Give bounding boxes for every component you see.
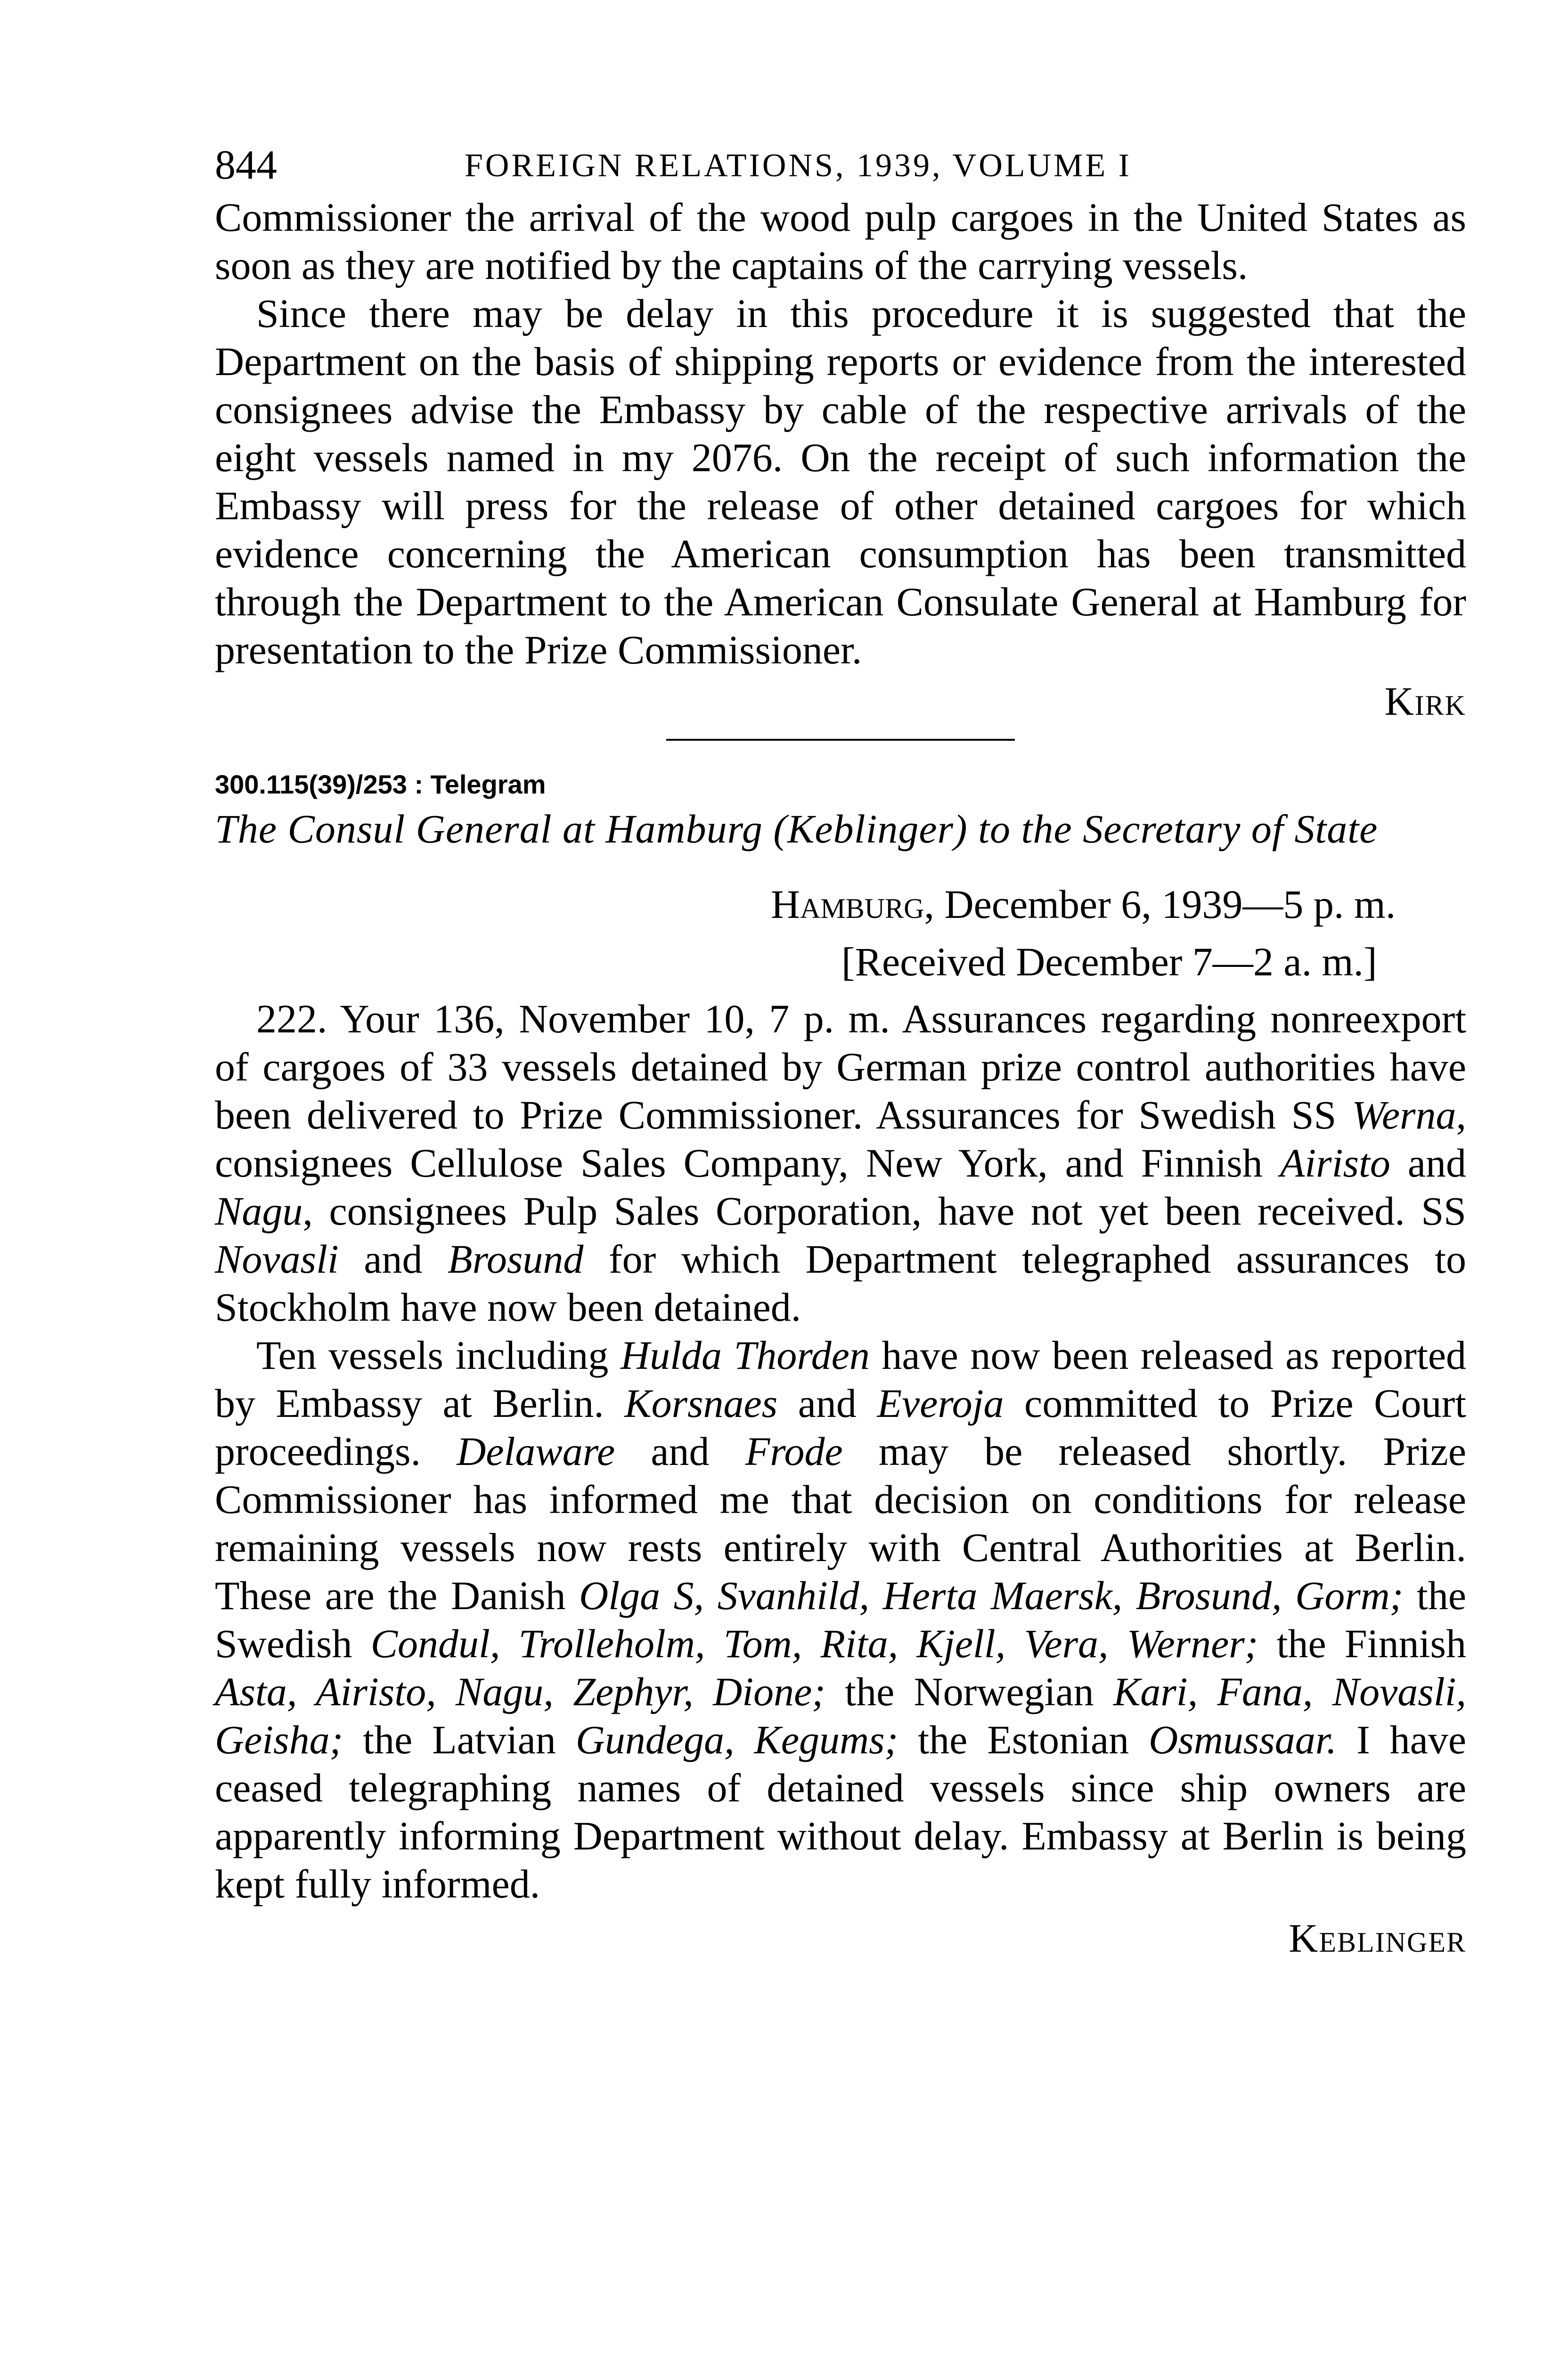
vessel-name: Korsnaes bbox=[624, 1381, 778, 1426]
dateline-place: Hamburg bbox=[771, 882, 924, 927]
text-run: Ten vessels including bbox=[256, 1333, 621, 1378]
vessel-list-estonian: Osmussaar. bbox=[1149, 1717, 1337, 1762]
text-run: have now been released as reported by Embassy at Berlin. bbox=[215, 1333, 1467, 1426]
signature-keblinger: Keblinger bbox=[1289, 1915, 1466, 1961]
vessel-list-latvian: Gundega, Kegums; bbox=[575, 1717, 898, 1762]
vessel-name: Novasli bbox=[215, 1236, 339, 1282]
page bbox=[215, 141, 1466, 1962]
text-run: for which Department telegraphed assurances to Stockholm have now been detained. bbox=[215, 1236, 1466, 1330]
file-reference: 300.115(39)/253 : Telegram bbox=[215, 769, 546, 799]
text-run: the Norwegian bbox=[825, 1669, 1113, 1714]
continuation-paragraph-2: Since there may be delay in this procedure it is suggested that the Department on the basis of shipping reports or evidence from the interested consignees advise the Embassy by cable of the respective arrivals of the eight vessels named in my 2076. On the receipt of such information the Embassy will press for the release of other detained cargoes for which evidence concerning the American consumption has been transmitted through the Department to the American Consulate General at Hamburg for presentation to the Prize Commissioner. bbox=[215, 291, 1466, 672]
vessel-name: Hulda Thorden bbox=[620, 1333, 870, 1378]
text-run: the Estonian bbox=[898, 1717, 1149, 1762]
text-run: and bbox=[777, 1381, 877, 1426]
document-heading: The Consul General at Hamburg (Keblinger) to the Secretary of State bbox=[215, 806, 1378, 851]
text-run: may be released shortly. Prize Commissioner has informed me that decision on conditions for release remaining vessels now rests entirely with Central Authorities at Berlin. These are the Danish bbox=[215, 1429, 1467, 1618]
signature-kirk: Kirk bbox=[1384, 679, 1466, 724]
received-line: [Received December 7—2 a. m.] bbox=[841, 939, 1377, 984]
page-number: 844 bbox=[215, 142, 277, 188]
running-head bbox=[215, 141, 1466, 193]
vessel-list-swedish: Condul, Trolleholm, Tom, Rita, Kjell, Vera, Werner; bbox=[370, 1621, 1258, 1666]
vessel-name: Werna bbox=[1352, 1092, 1456, 1137]
running-title: FOREIGN RELATIONS, 1939, VOLUME I bbox=[465, 147, 1132, 184]
text-run: , consignees Pulp Sales Corporation, have not yet been received. SS bbox=[302, 1188, 1466, 1234]
text-run: I have ceased telegraphing names of detained vessels since ship owners are apparently informing Department without delay. Embassy at Berlin is being kept fully informed. bbox=[215, 1717, 1466, 1906]
text-run: the Finnish bbox=[1258, 1621, 1466, 1666]
dateline bbox=[215, 881, 1466, 928]
continuation-paragraph-1: Commissioner the arrival of the wood pulp cargoes in the United States as soon as they are notified by the captains of the carrying vessels. bbox=[215, 195, 1466, 288]
text-run: 222. Your 136, November 10, 7 p. m. Assurances regarding nonreexport of cargoes of 33 vessels detained by German prize control authorities have been delivered to Prize Commissioner. Assurances for Swedish SS bbox=[215, 996, 1466, 1137]
text-run: committed to Prize Court proceedings. bbox=[215, 1381, 1466, 1474]
vessel-list-norwegian: Kari, Fana, Novasli, Geisha; bbox=[215, 1669, 1466, 1762]
text-run: , consignees Cellulose Sales Company, New York, and Finnish bbox=[215, 1092, 1466, 1186]
text-run: the Latvian bbox=[343, 1717, 576, 1762]
vessel-name: Delaware bbox=[457, 1429, 615, 1474]
dateline-date: , December 6, 1939—5 p. m. bbox=[924, 882, 1396, 927]
text-run: and bbox=[615, 1429, 745, 1474]
vessel-list-finnish: Asta, Airisto, Nagu, Zephyr, Dione; bbox=[215, 1669, 825, 1714]
telegram-paragraph-1 bbox=[215, 995, 1466, 1331]
vessel-name: Brosund bbox=[448, 1236, 584, 1282]
vessel-list-danish: Olga S, Svanhild, Herta Maersk, Brosund, Gorm; bbox=[579, 1573, 1404, 1618]
text-run: and bbox=[338, 1236, 448, 1282]
text-run: the Swedish bbox=[215, 1573, 1466, 1666]
vessel-name: Frode bbox=[745, 1429, 843, 1474]
telegram-paragraph-2 bbox=[215, 1331, 1466, 1908]
section-divider bbox=[666, 739, 1015, 741]
vessel-name: Airisto bbox=[1280, 1140, 1390, 1186]
text-run: and bbox=[1390, 1140, 1467, 1186]
vessel-name: Everoja bbox=[877, 1381, 1004, 1426]
vessel-name: Nagu bbox=[215, 1188, 303, 1234]
